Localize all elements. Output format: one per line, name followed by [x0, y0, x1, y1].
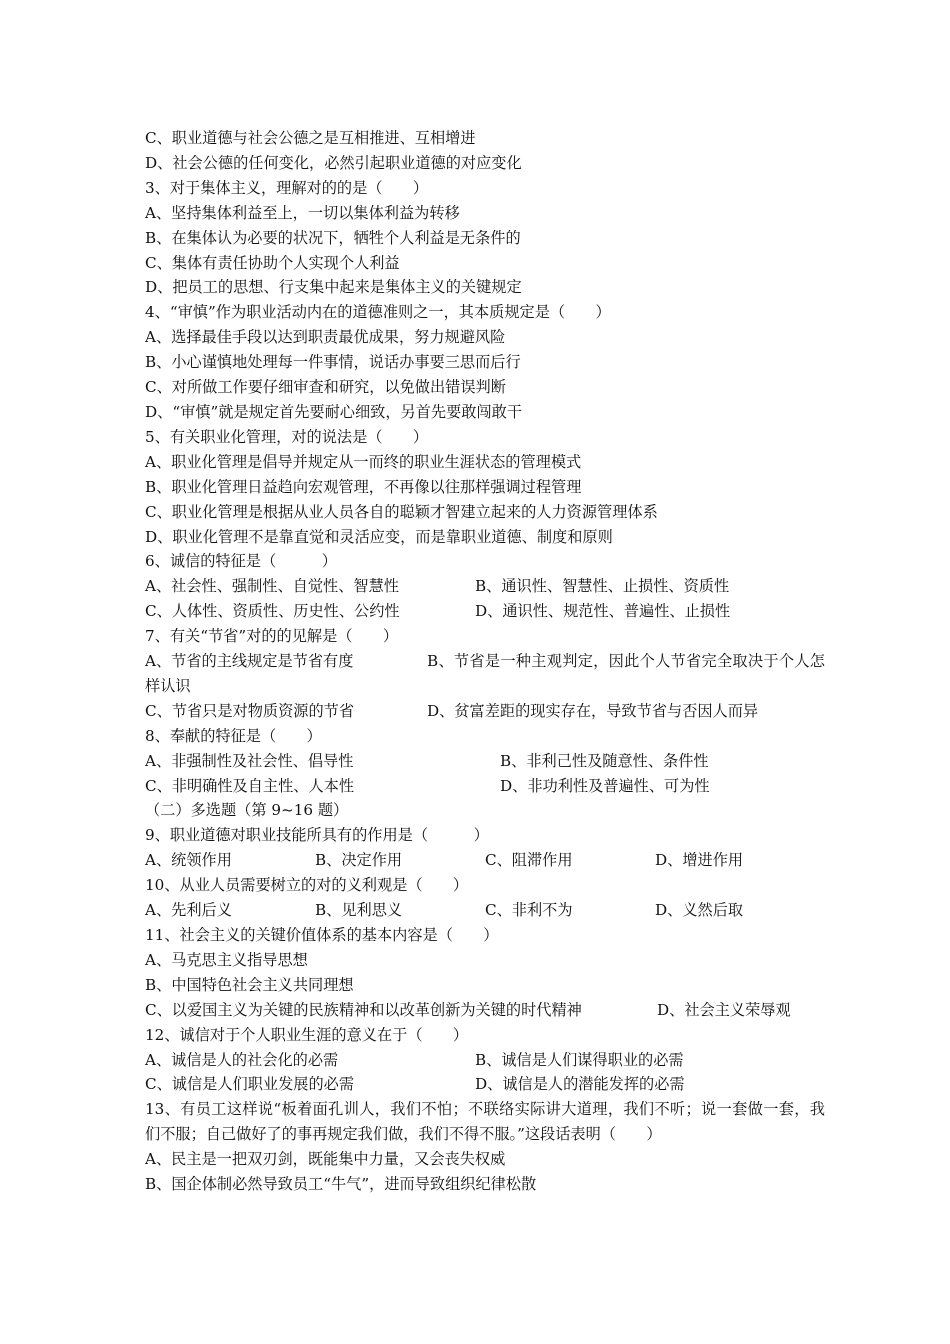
text-line: D、社会公德的任何变化，必然引起职业道德的对应变化 [145, 153, 522, 172]
option-row [145, 699, 825, 724]
option-b: B、节省是一种主观判定，因此个人节省完全取决于个人怎样认识 [145, 652, 825, 695]
option-b: B、诚信是人们谋得职业的必需 [475, 1050, 684, 1069]
option-c: C、诚信是人们职业发展的必需 [145, 1075, 355, 1094]
option-row [145, 649, 825, 699]
option-b: B、中国特色社会主义共同理想 [145, 975, 354, 994]
option-c: C、非明确性及自主性、人本性 [145, 776, 355, 795]
option-line: D、职业化管理不是靠直觉和灵活应变，而是靠职业道德、制度和原则 [145, 527, 613, 546]
option-line: C、对所做工作要仔细审查和研究，以免做出错误判断 [145, 378, 506, 397]
option-line: B、小心谨慎地处理每一件事情，说话办事要三思而后行 [145, 353, 521, 372]
question-3: 3、对于集体主义，理解对的的是（ ） [145, 178, 429, 197]
question-7: 7、有关“节省”对的的见解是（ ） [145, 627, 399, 646]
option-a: A、先利后义 [145, 901, 232, 920]
option-line: B、职业化管理日益趋向宏观管理，不再像以往那样强调过程管理 [145, 477, 582, 496]
option-d: D、非功利性及普遍性、可为性 [500, 776, 710, 795]
text-line: C、职业道德与社会公德之是互相推进、互相增进 [145, 129, 476, 147]
question-text [145, 126, 825, 1197]
option-a: A、民主是一把双刃剑，既能集中力量，又会丧失权威 [145, 1150, 506, 1169]
option-row [145, 599, 825, 624]
option-b: B、国企体制必然导致员工“牛气”，进而导致组织纪律松散 [145, 1175, 537, 1194]
option-a: A、节省的主线规定是节省有度 [145, 652, 354, 671]
question-13: 13、有员工这样说“板着面孔训人，我们不怕；不联络实际讲大道理，我们不听；说一套做一套，我们不服；自己做好了的事再规定我们做，我们不得不服。”这段话表明（ ） [145, 1100, 825, 1144]
option-a: A、马克思主义指导思想 [145, 950, 308, 969]
option-a: A、社会性、强制性、自觉性、智慧性 [145, 577, 399, 596]
option-b: B、决定作用 [315, 851, 403, 870]
option-row [145, 898, 825, 923]
question-8: 8、奉献的特征是（ ） [145, 726, 322, 745]
option-c: C、阻滞作用 [485, 851, 573, 870]
option-b: B、见利思义 [315, 901, 403, 920]
question-11: 11、社会主义的关键价值体系的基本内容是（ ） [145, 926, 499, 944]
option-line: D、“审慎”就是规定首先要耐心细致，另首先要敢闯敢干 [145, 402, 523, 421]
option-b: B、通识性、智慧性、止损性、资质性 [475, 577, 730, 596]
option-d: D、义然后取 [655, 901, 744, 920]
option-d: D、社会主义荣辱观 [657, 1000, 791, 1019]
option-d: D、增进作用 [655, 851, 744, 870]
option-a: A、诚信是人的社会化的必需 [145, 1050, 339, 1069]
question-5: 5、有关职业化管理，对的说法是（ ） [145, 427, 429, 446]
option-row [145, 1072, 825, 1097]
option-d: D、诚信是人的潜能发挥的必需 [475, 1075, 685, 1094]
option-c: C、节省只是对物质资源的节省 [145, 701, 355, 720]
option-row [145, 749, 825, 774]
question-9: 9、职业道德对职业技能所具有的作用是（ ） [145, 826, 489, 845]
option-line: C、职业化管理是根据从业人员各自的聪颖才智建立起来的人力资源管理体系 [145, 502, 658, 521]
option-b: B、非利己性及随意性、条件性 [500, 751, 709, 770]
option-line: A、职业化管理是倡导并规定从一而终的职业生涯状态的管理模式 [145, 452, 582, 471]
question-12: 12、诚信对于个人职业生涯的意义在于（ ） [145, 1025, 469, 1044]
question-4: 4、“审慎”作为职业活动内在的道德准则之一，其本质规定是（ ） [145, 303, 611, 322]
option-line: A、坚持集体利益至上，一切以集体利益为转移 [145, 203, 460, 222]
option-c: C、以爱国主义为关键的民族精神和以改革创新为关键的时代精神 [145, 1000, 582, 1019]
option-line: B、在集体认为必要的状况下，牺牲个人利益是无条件的 [145, 228, 521, 247]
option-row [145, 774, 825, 799]
question-10: 10、从业人员需要树立的对的义利观是（ ） [145, 876, 469, 895]
option-row [145, 998, 825, 1023]
option-row [145, 574, 825, 599]
option-a: A、非强制性及社会性、倡导性 [145, 751, 354, 770]
option-c: C、人体性、资质性、历史性、公约性 [145, 602, 400, 621]
option-d: D、贫富差距的现实存在，导致节省与否因人而异 [427, 701, 759, 720]
option-line: A、选择最佳手段以达到职责最优成果，努力规避风险 [145, 328, 506, 347]
option-row [145, 1048, 825, 1073]
option-line: D、把员工的思想、行支集中起来是集体主义的关键规定 [145, 278, 522, 297]
option-c: C、非利不为 [485, 901, 573, 920]
option-a: A、统领作用 [145, 851, 232, 870]
option-line: C、集体有责任协助个人实现个人利益 [145, 253, 400, 272]
question-6: 6、诚信的特征是（ ） [145, 552, 337, 571]
section-heading: （二）多选题（第 9~16 题） [145, 801, 349, 820]
option-d: D、通识性、规范性、普遍性、止损性 [475, 602, 731, 621]
option-row [145, 848, 825, 873]
